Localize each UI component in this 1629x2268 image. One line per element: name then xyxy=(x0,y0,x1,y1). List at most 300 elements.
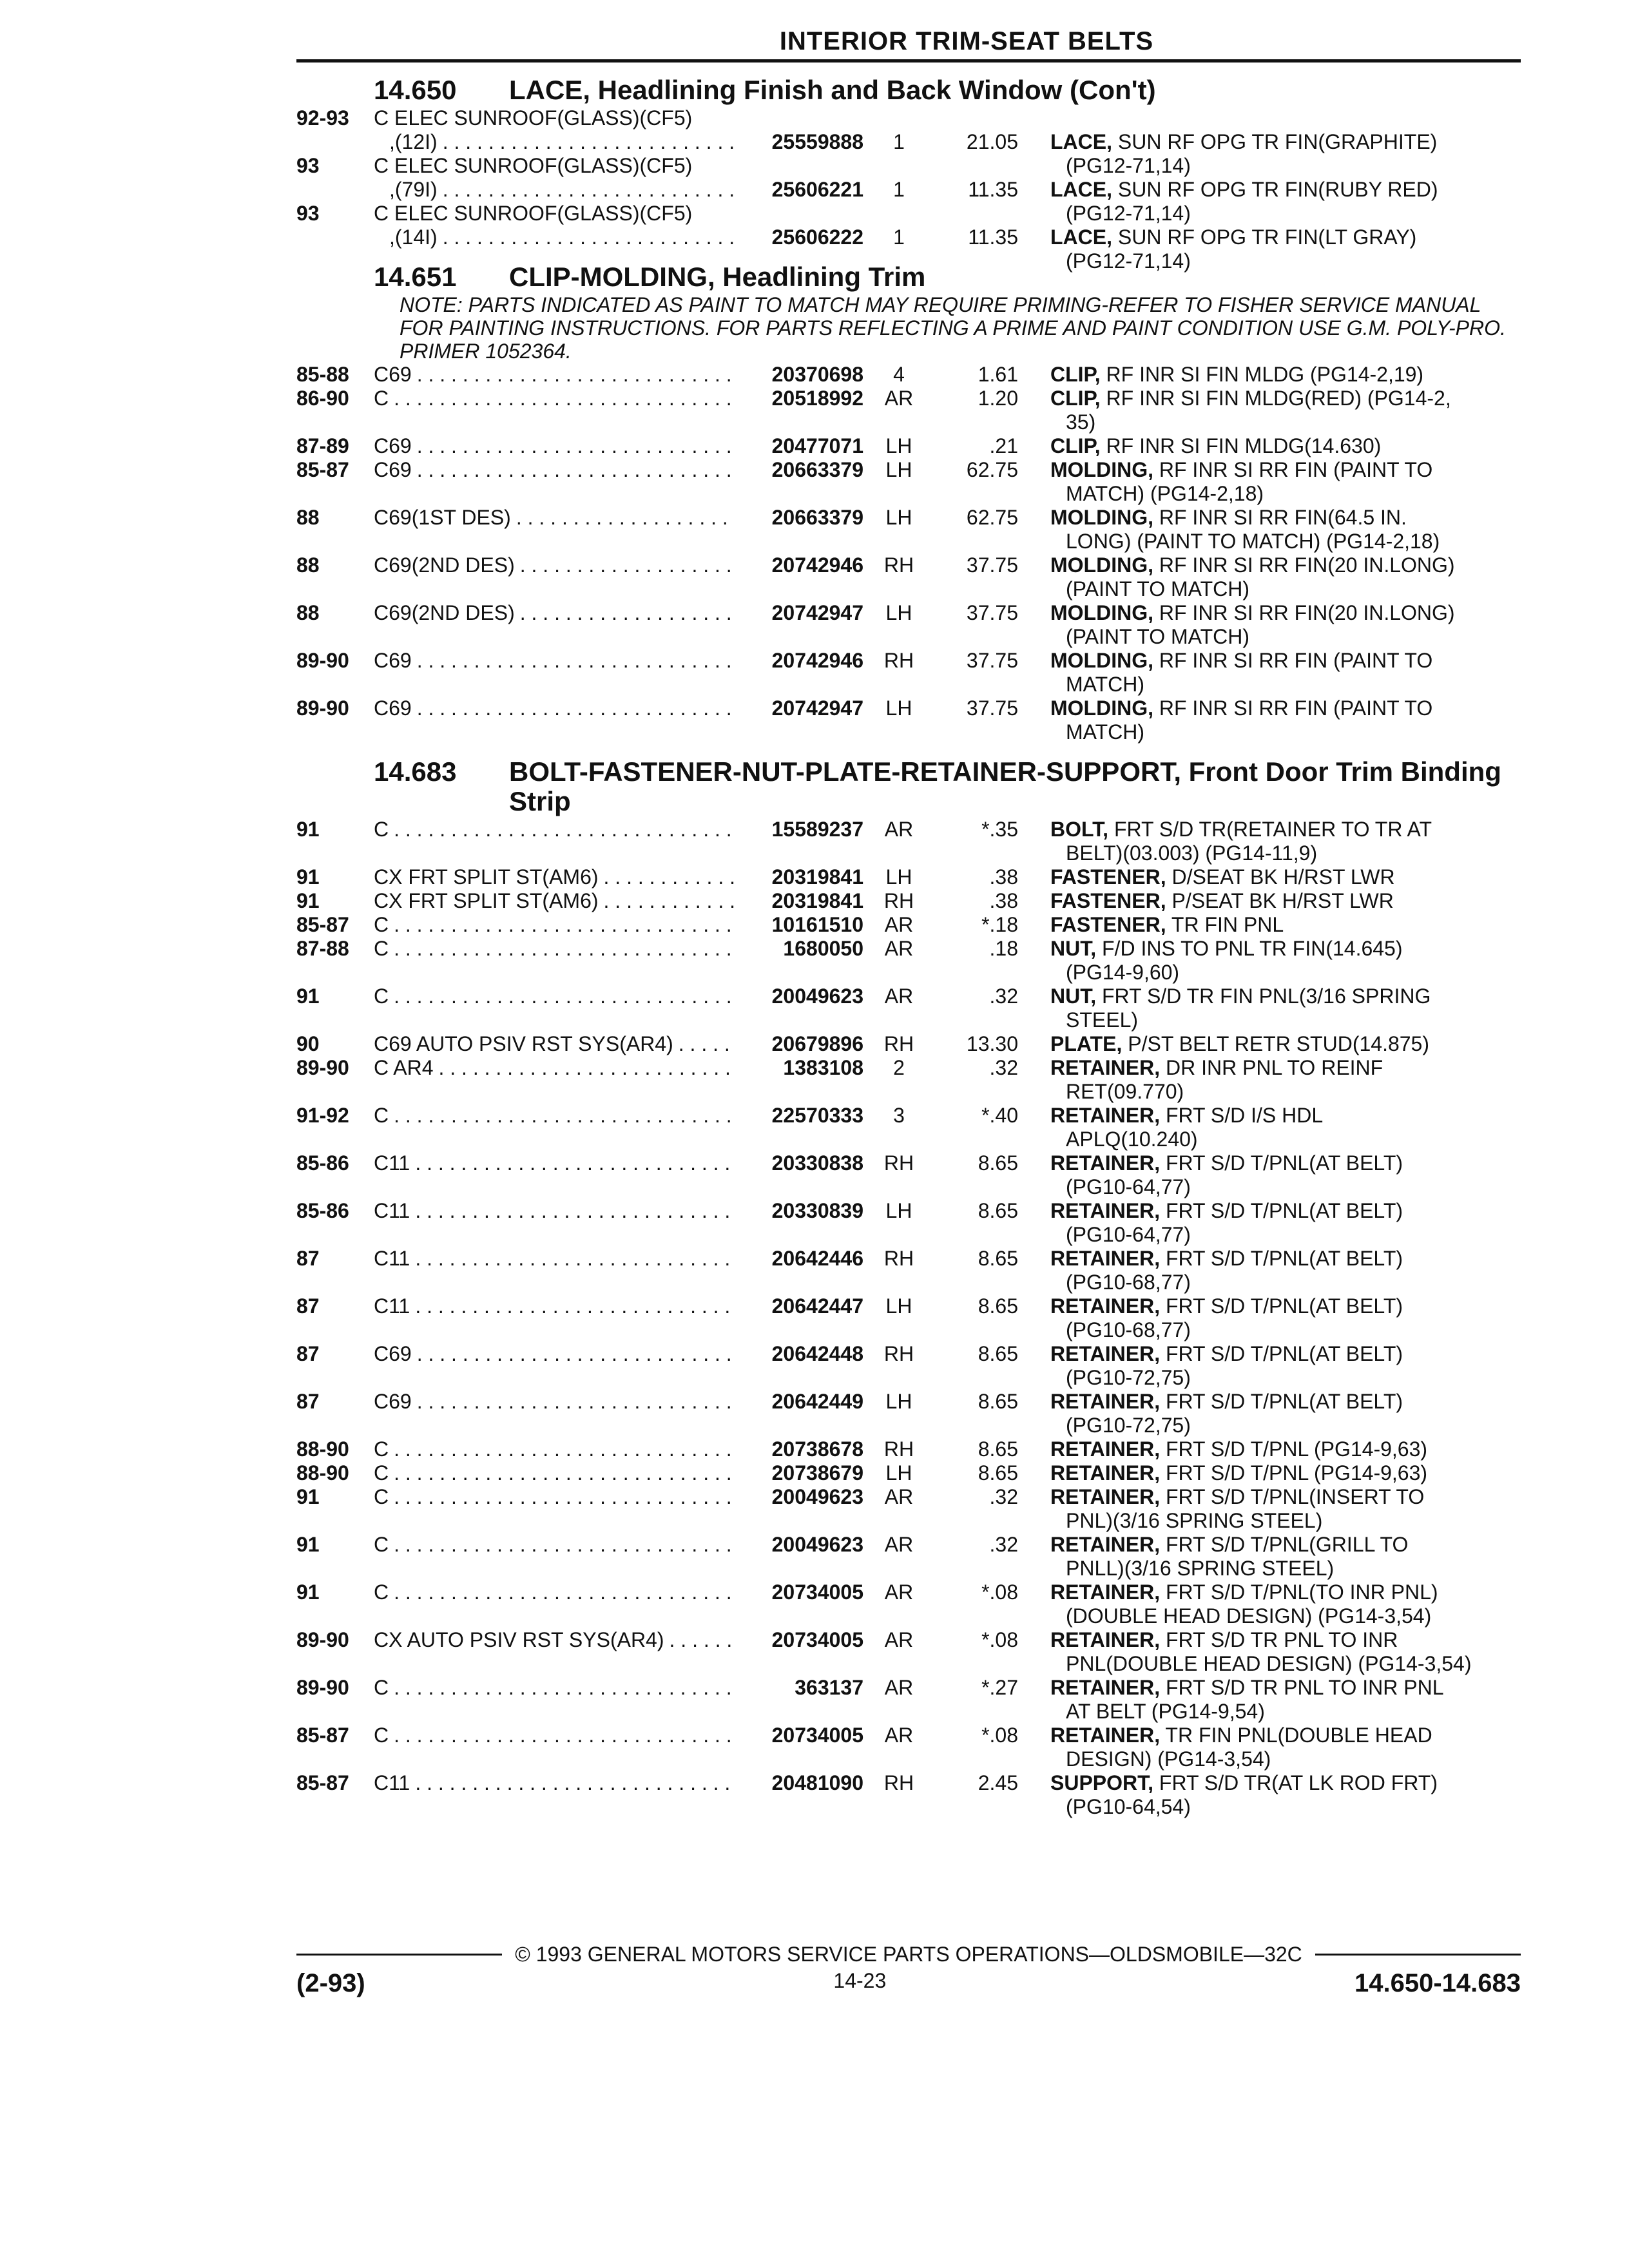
leader-dots xyxy=(443,130,735,154)
part-number: 20330838 xyxy=(771,1151,863,1175)
part-number: 22570333 xyxy=(771,1104,863,1127)
leader-dots xyxy=(394,1104,735,1128)
price: .18 xyxy=(989,937,1018,960)
application xyxy=(374,1724,735,1747)
leader-dots xyxy=(394,1533,735,1557)
part-name: RETAINER, xyxy=(1050,1485,1161,1508)
part-name: RETAINER, xyxy=(1050,1533,1161,1556)
description-line xyxy=(1050,1461,1521,1485)
application-text: C xyxy=(374,1676,389,1699)
model-years: 85-86 xyxy=(296,1151,349,1175)
application xyxy=(374,601,735,625)
application xyxy=(374,1676,735,1700)
leader-dots xyxy=(679,1032,735,1056)
application-text: C69 xyxy=(374,363,412,386)
part-name: RETAINER, xyxy=(1050,1390,1161,1413)
part-name: LACE, xyxy=(1050,226,1112,249)
part-row xyxy=(296,1056,1521,1104)
application xyxy=(374,1533,735,1557)
part-description xyxy=(1050,1437,1521,1461)
part-description xyxy=(1050,1032,1521,1056)
part-name: CLIP, xyxy=(1050,363,1101,386)
part-description xyxy=(1050,1104,1521,1151)
catalog-page xyxy=(296,26,1521,1819)
quantity: 1 xyxy=(893,178,905,201)
part-description xyxy=(1050,1342,1521,1390)
part-number: 20742946 xyxy=(771,553,863,577)
leader-dots xyxy=(520,601,735,625)
part-number: 20642446 xyxy=(771,1247,863,1270)
price: 21.05 xyxy=(966,130,1018,153)
part-description xyxy=(1050,1151,1521,1199)
description-line: MATCH) xyxy=(1066,673,1145,696)
model-years: 91 xyxy=(296,889,320,912)
application-text: C AR4 xyxy=(374,1056,434,1079)
leader-dots xyxy=(394,818,735,841)
part-name: RETAINER, xyxy=(1050,1199,1161,1222)
part-name: RETAINER, xyxy=(1050,1247,1161,1270)
price: .38 xyxy=(989,865,1018,889)
part-description xyxy=(1050,434,1521,458)
description-line xyxy=(1050,1533,1521,1557)
price: 2.45 xyxy=(978,1771,1018,1794)
part-description xyxy=(1050,363,1521,387)
part-name: MOLDING, xyxy=(1050,506,1153,529)
application-text: C xyxy=(374,387,389,410)
model-years: 93 xyxy=(296,154,320,177)
price: 37.75 xyxy=(966,649,1018,672)
part-row xyxy=(296,649,1521,697)
part-number: 20642447 xyxy=(771,1294,863,1318)
quantity: LH xyxy=(885,1390,912,1413)
part-detail: FRT S/D TR PNL TO INR xyxy=(1160,1628,1398,1651)
model-years: 88 xyxy=(296,553,320,577)
quantity: RH xyxy=(883,553,914,577)
leader-dots xyxy=(417,1342,735,1366)
description-line: MATCH) xyxy=(1066,720,1145,744)
leader-dots xyxy=(415,1294,735,1318)
header-rule xyxy=(296,59,1521,62)
quantity: LH xyxy=(885,458,912,481)
leader-dots xyxy=(670,1628,735,1652)
quantity: RH xyxy=(883,1771,914,1794)
application xyxy=(374,1199,735,1223)
part-description xyxy=(1050,985,1521,1032)
part-number: 20742947 xyxy=(771,601,863,624)
price: *.08 xyxy=(981,1581,1018,1604)
description-line: (PG12-71,14) xyxy=(1066,154,1191,177)
leader-dots xyxy=(394,1724,735,1747)
description-line: (PG10-68,77) xyxy=(1066,1271,1191,1294)
description-line xyxy=(1050,178,1521,202)
description-line: (PG10-72,75) xyxy=(1066,1366,1191,1389)
price: 8.65 xyxy=(978,1390,1018,1413)
model-years: 87 xyxy=(296,1342,320,1365)
quantity: AR xyxy=(884,913,914,936)
part-number: 20734005 xyxy=(771,1581,863,1604)
part-number: 25606221 xyxy=(771,178,863,201)
description-line xyxy=(1050,1724,1521,1747)
application-line xyxy=(374,1199,735,1223)
part-detail: FRT S/D I/S HDL xyxy=(1160,1104,1324,1127)
price: *.27 xyxy=(981,1676,1018,1699)
application-line xyxy=(374,1628,735,1652)
part-detail: FRT S/D TR PNL TO INR PNL xyxy=(1160,1676,1444,1699)
part-description xyxy=(1050,1724,1521,1771)
model-years: 90 xyxy=(296,1032,320,1055)
application-line xyxy=(374,1056,735,1080)
description-line: RET(09.770) xyxy=(1066,1080,1184,1103)
part-detail: RF INR SI RR FIN(20 IN.LONG) xyxy=(1153,601,1455,624)
section-number: 14.651 xyxy=(374,262,457,292)
section-number: 14.650 xyxy=(374,75,457,105)
price: 62.75 xyxy=(966,506,1018,529)
description-line xyxy=(1050,363,1521,387)
description-line xyxy=(1050,1056,1521,1080)
part-detail: FRT S/D T/PNL (PG14-9,63) xyxy=(1160,1461,1428,1485)
price: *.35 xyxy=(981,818,1018,841)
part-name: RETAINER, xyxy=(1050,1676,1161,1699)
part-row xyxy=(296,913,1521,937)
description-line xyxy=(1050,1342,1521,1366)
part-detail: FRT S/D TR(AT LK ROD FRT) xyxy=(1153,1771,1438,1794)
part-row xyxy=(296,387,1521,434)
part-row xyxy=(296,1628,1521,1676)
model-years: 88 xyxy=(296,506,320,529)
application xyxy=(374,1294,735,1318)
part-row xyxy=(296,818,1521,865)
application-line xyxy=(374,1533,735,1557)
description-line: (PG12-71,14) xyxy=(1066,202,1191,225)
leader-dots xyxy=(394,387,735,410)
application xyxy=(374,387,735,410)
application-text: ,(12I) xyxy=(389,130,438,153)
quantity: 2 xyxy=(893,1056,905,1079)
part-detail: RF INR SI RR FIN (PAINT TO xyxy=(1153,458,1433,481)
application-text: C xyxy=(374,1437,389,1461)
section-heading xyxy=(296,75,1521,105)
description-line xyxy=(1050,1199,1521,1223)
part-detail: RF INR SI RR FIN (PAINT TO xyxy=(1153,697,1433,720)
application-line xyxy=(374,1247,735,1271)
part-name: RETAINER, xyxy=(1050,1151,1161,1175)
part-row xyxy=(296,363,1521,387)
application-line xyxy=(374,154,735,178)
section-note: NOTE: PARTS INDICATED AS PAINT TO MATCH MAY REQUIRE PRIMING-REFER TO FISHER SERVICE MANUAL FOR PAINTING INSTRUCTIONS. FOR PARTS REFLECTING A PRIME AND PAINT CONDITION USE G.M. POLY-PRO. PRIMER 1052364. xyxy=(400,293,1506,363)
description-line xyxy=(1050,697,1521,720)
application xyxy=(374,1104,735,1128)
quantity: AR xyxy=(884,1581,914,1604)
description-line: DESIGN) (PG14-3,54) xyxy=(1066,1747,1271,1771)
leader-dots xyxy=(394,1581,735,1604)
part-name: NUT, xyxy=(1050,937,1097,960)
price: *.40 xyxy=(981,1104,1018,1127)
application-text: C xyxy=(374,937,389,960)
description-line xyxy=(1050,601,1521,625)
model-years: 85-87 xyxy=(296,913,349,936)
leader-dots xyxy=(417,1390,735,1414)
application-line xyxy=(374,363,735,387)
model-years: 87 xyxy=(296,1247,320,1270)
part-number: 363137 xyxy=(795,1676,863,1699)
part-description xyxy=(1050,649,1521,697)
application xyxy=(374,458,735,482)
description-line xyxy=(1050,434,1521,458)
application-text: C xyxy=(374,913,389,936)
price: 11.35 xyxy=(968,226,1018,249)
part-name: RETAINER, xyxy=(1050,1294,1161,1318)
part-number: 1680050 xyxy=(783,937,863,960)
application-line xyxy=(374,1485,735,1509)
application xyxy=(374,1628,735,1652)
price: *.18 xyxy=(981,913,1018,936)
leader-dots xyxy=(394,937,735,961)
model-years: 89-90 xyxy=(296,649,349,672)
part-detail: FRT S/D T/PNL (PG14-9,63) xyxy=(1160,1437,1428,1461)
part-number: 20663379 xyxy=(771,506,863,529)
part-number: 20663379 xyxy=(771,458,863,481)
leader-dots xyxy=(394,1461,735,1485)
price: .32 xyxy=(989,1056,1018,1079)
model-years: 86-90 xyxy=(296,387,349,410)
part-row xyxy=(296,1104,1521,1151)
description-line: (PG10-72,75) xyxy=(1066,1414,1191,1437)
part-description xyxy=(1050,913,1521,937)
application xyxy=(374,1151,735,1175)
quantity: AR xyxy=(884,985,914,1008)
part-name: SUPPORT, xyxy=(1050,1771,1154,1794)
quantity: RH xyxy=(883,1032,914,1055)
part-name: CLIP, xyxy=(1050,434,1101,457)
part-row xyxy=(296,553,1521,601)
part-number: 20370698 xyxy=(771,363,863,386)
application xyxy=(374,363,735,387)
section-title: CLIP-MOLDING, Headlining Trim xyxy=(509,262,926,292)
application-text: CX FRT SPLIT ST(AM6) xyxy=(374,865,599,889)
part-number: 15589237 xyxy=(771,818,863,841)
description-line xyxy=(1050,1247,1521,1271)
part-name: LACE, xyxy=(1050,178,1112,201)
application xyxy=(374,1342,735,1366)
page-header: INTERIOR TRIM-SEAT BELTS xyxy=(779,27,1154,55)
application xyxy=(374,697,735,720)
quantity: RH xyxy=(883,889,914,912)
leader-dots xyxy=(604,889,735,913)
description-line: (PG10-64,77) xyxy=(1066,1175,1191,1198)
application-line xyxy=(374,1342,735,1366)
page-footer xyxy=(296,1943,1521,1998)
application-text: C69 xyxy=(374,458,412,481)
part-row xyxy=(296,1390,1521,1437)
model-years: 85-86 xyxy=(296,1199,349,1222)
part-row xyxy=(296,1032,1521,1056)
model-years: 91 xyxy=(296,818,320,841)
part-detail: DR INR PNL TO REINF xyxy=(1160,1056,1383,1079)
description-line xyxy=(1050,1485,1521,1509)
part-description xyxy=(1050,458,1521,506)
part-description xyxy=(1050,506,1521,553)
quantity: AR xyxy=(884,1676,914,1699)
part-name: RETAINER, xyxy=(1050,1104,1161,1127)
part-detail: P/SEAT BK H/RST LWR xyxy=(1166,889,1394,912)
part-number: 1383108 xyxy=(783,1056,863,1079)
price: 8.65 xyxy=(978,1461,1018,1485)
application-line xyxy=(374,202,735,226)
price: 8.65 xyxy=(978,1247,1018,1270)
leader-dots xyxy=(394,985,735,1008)
part-number: 20742947 xyxy=(771,697,863,720)
description-line: AT BELT (PG14-9,54) xyxy=(1066,1700,1265,1723)
description-line: LONG) (PAINT TO MATCH) (PG14-2,18) xyxy=(1066,530,1440,553)
leader-dots xyxy=(415,1151,735,1175)
description-line: PNLL)(3/16 SPRING STEEL) xyxy=(1066,1557,1335,1580)
application-text: CX AUTO PSIV RST SYS(AR4) xyxy=(374,1628,664,1651)
price: .32 xyxy=(989,1485,1018,1508)
part-row xyxy=(296,697,1521,744)
footer-rule-left xyxy=(296,1954,502,1956)
part-description xyxy=(1050,937,1521,985)
application-text: C ELEC SUNROOF(GLASS)(CF5) xyxy=(374,106,693,130)
application-text: C11 xyxy=(374,1151,410,1175)
description-line xyxy=(1050,818,1521,841)
application xyxy=(374,1032,735,1056)
part-description xyxy=(1050,1461,1521,1485)
description-line xyxy=(1050,130,1521,154)
part-detail: FRT S/D TR FIN PNL(3/16 SPRING xyxy=(1096,985,1431,1008)
model-years: 89-90 xyxy=(296,1676,349,1699)
application-line xyxy=(374,106,735,130)
part-description xyxy=(1050,1294,1521,1342)
quantity: 1 xyxy=(893,226,905,249)
part-row xyxy=(296,1199,1521,1247)
section-title: LACE, Headlining Finish and Back Window (Con't) xyxy=(509,75,1156,105)
part-name: FASTENER, xyxy=(1050,913,1166,936)
part-name: RETAINER, xyxy=(1050,1628,1161,1651)
part-number: 20481090 xyxy=(771,1771,863,1794)
part-name: MOLDING, xyxy=(1050,553,1153,577)
description-line xyxy=(1050,1676,1521,1700)
part-name: PLATE, xyxy=(1050,1032,1123,1055)
price: 8.65 xyxy=(978,1437,1018,1461)
part-number: 20319841 xyxy=(771,889,863,912)
description-line: PNL)(3/16 SPRING STEEL) xyxy=(1066,1509,1323,1532)
description-line xyxy=(1050,1151,1521,1175)
application xyxy=(374,865,735,889)
part-name: BOLT, xyxy=(1050,818,1109,841)
date-code: (2-93) xyxy=(296,1969,365,1997)
leader-dots xyxy=(516,506,735,530)
part-name: MOLDING, xyxy=(1050,458,1153,481)
part-number: 25606222 xyxy=(771,226,863,249)
application-text: C xyxy=(374,1461,389,1485)
model-years: 91 xyxy=(296,1533,320,1556)
application xyxy=(374,106,735,154)
application-line xyxy=(374,649,735,673)
description-line xyxy=(1050,458,1521,482)
application-line xyxy=(374,1724,735,1747)
application xyxy=(374,506,735,530)
part-detail: F/D INS TO PNL TR FIN(14.645) xyxy=(1096,937,1403,960)
application-line xyxy=(374,1771,735,1795)
part-number: 20642448 xyxy=(771,1342,863,1365)
copyright-line xyxy=(296,1943,1521,1966)
part-number: 20679896 xyxy=(771,1032,863,1055)
application-text: C69 AUTO PSIV RST SYS(AR4) xyxy=(374,1032,673,1055)
quantity: AR xyxy=(884,818,914,841)
part-detail: SUN RF OPG TR FIN(RUBY RED) xyxy=(1112,178,1438,201)
part-name: RETAINER, xyxy=(1050,1056,1161,1079)
model-years: 91 xyxy=(296,1485,320,1508)
leader-dots xyxy=(394,1437,735,1461)
price: 37.75 xyxy=(966,697,1018,720)
application-line xyxy=(374,913,735,937)
part-row xyxy=(296,985,1521,1032)
application xyxy=(374,1390,735,1414)
part-number: 10161510 xyxy=(771,913,863,936)
model-years: 88-90 xyxy=(296,1437,349,1461)
part-row xyxy=(296,937,1521,985)
description-line: (DOUBLE HEAD DESIGN) (PG14-3,54) xyxy=(1066,1604,1432,1628)
application-line xyxy=(374,553,735,577)
application-line xyxy=(374,458,735,482)
model-years: 85-87 xyxy=(296,1724,349,1747)
price: 11.35 xyxy=(968,178,1018,201)
model-years: 87-88 xyxy=(296,937,349,960)
part-number: 20049623 xyxy=(771,985,863,1008)
quantity: LH xyxy=(885,601,912,624)
part-detail: FRT S/D T/PNL(INSERT TO xyxy=(1160,1485,1425,1508)
application-text: C xyxy=(374,1104,389,1127)
section-title: BOLT-FASTENER-NUT-PLATE-RETAINER-SUPPORT, Front Door Trim Binding Strip xyxy=(509,756,1501,816)
part-description xyxy=(1050,1390,1521,1437)
section-heading xyxy=(296,757,1521,816)
quantity: AR xyxy=(884,937,914,960)
description-line: BELT)(03.003) (PG14-11,9) xyxy=(1066,841,1318,865)
part-row xyxy=(296,1676,1521,1724)
application-line xyxy=(374,506,735,530)
part-row xyxy=(296,506,1521,553)
application xyxy=(374,818,735,841)
part-detail: RF INR SI RR FIN(20 IN.LONG) xyxy=(1153,553,1455,577)
quantity: LH xyxy=(885,506,912,529)
model-years: 85-87 xyxy=(296,458,349,481)
part-detail: TR FIN PNL xyxy=(1166,913,1284,936)
part-description xyxy=(1050,226,1521,273)
model-years: 91-92 xyxy=(296,1104,349,1127)
part-name: RETAINER, xyxy=(1050,1581,1161,1604)
quantity: AR xyxy=(884,1533,914,1556)
application xyxy=(374,985,735,1008)
leader-dots xyxy=(604,865,735,889)
application-line xyxy=(374,601,735,625)
leader-dots xyxy=(394,1676,735,1700)
part-row xyxy=(296,1533,1521,1581)
part-number: 20734005 xyxy=(771,1724,863,1747)
application-line xyxy=(374,226,735,249)
model-years: 88-90 xyxy=(296,1461,349,1485)
model-years: 91 xyxy=(296,1581,320,1604)
description-line: 35) xyxy=(1066,410,1096,434)
model-years: 85-88 xyxy=(296,363,349,386)
description-line: APLQ(10.240) xyxy=(1066,1128,1198,1151)
part-row xyxy=(296,1724,1521,1771)
model-years: 91 xyxy=(296,865,320,889)
part-name: RETAINER, xyxy=(1050,1437,1161,1461)
sections-container xyxy=(296,75,1521,1819)
price: 1.61 xyxy=(978,363,1018,386)
application-line xyxy=(374,1104,735,1128)
part-number: 20734005 xyxy=(771,1628,863,1651)
